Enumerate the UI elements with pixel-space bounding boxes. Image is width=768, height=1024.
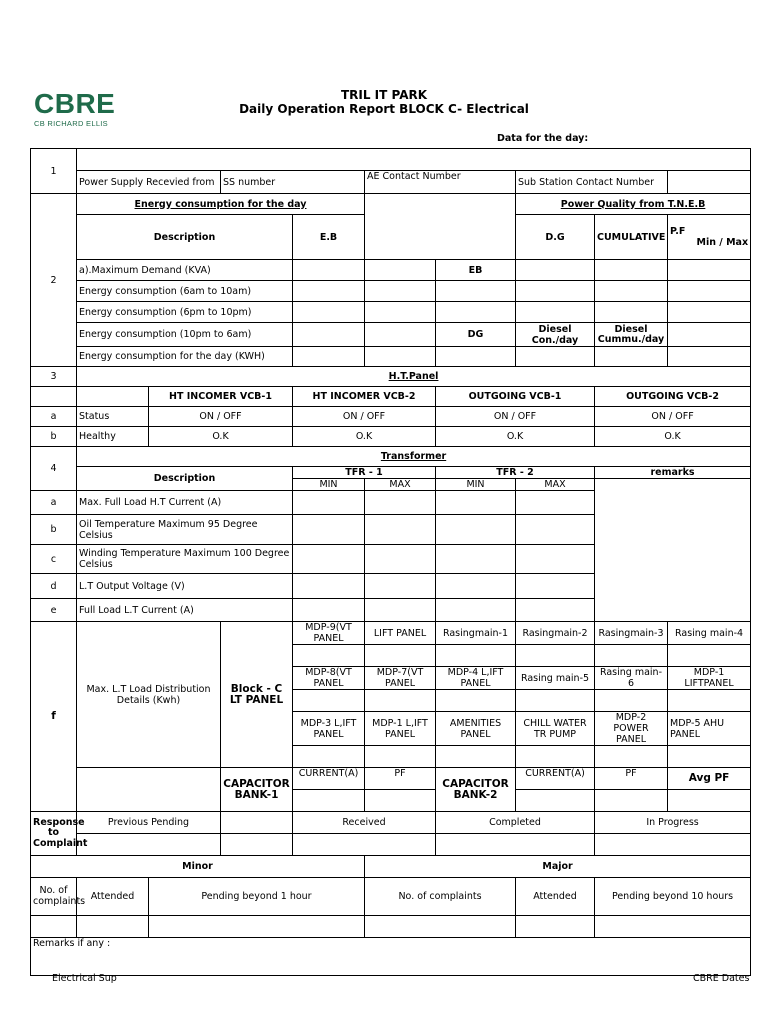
voltage-value[interactable] (668, 281, 751, 302)
panel-label: LIFT PANEL (365, 622, 436, 645)
panel-value[interactable] (436, 645, 516, 667)
tfr2-min-value[interactable] (436, 545, 516, 574)
cumulative-eb-label: EB (436, 260, 516, 281)
cumulative-dg-label: DG (436, 323, 516, 347)
panel-value[interactable] (365, 690, 436, 712)
voltage-value[interactable] (668, 347, 751, 367)
transformer-row-label: Winding Temperature Maximum 100 Degree Celsius (77, 545, 293, 574)
row-letter: a (31, 407, 77, 427)
row-letter: c (31, 545, 77, 574)
power-supply-label: Power Supply Recevied from (77, 171, 221, 194)
footer-cbre: CBRE Dates (693, 973, 750, 984)
report-title: TRIL IT PARK (340, 88, 428, 102)
blank-cell (77, 768, 221, 812)
healthy-label: Healthy (77, 427, 149, 447)
diesel-con-value[interactable] (516, 347, 595, 367)
tfr2-max-value[interactable] (516, 599, 595, 622)
eb-header: E.B (293, 215, 365, 260)
panel-value[interactable] (365, 645, 436, 667)
tfr1-max-value[interactable] (365, 515, 436, 545)
panel-value[interactable] (595, 690, 668, 712)
tfr2-min-value[interactable] (436, 515, 516, 545)
voltage-value[interactable] (668, 323, 751, 347)
panel-label: Rasing main-5 (516, 667, 595, 690)
tfr2-max-value[interactable] (516, 491, 595, 515)
energy-row-label: Energy consumption for the day (KWH) (77, 347, 293, 367)
tfr2-max-value[interactable] (516, 574, 595, 599)
row-letter: b (31, 515, 77, 545)
pf-value[interactable] (516, 260, 595, 281)
substation-contact-value[interactable] (668, 171, 751, 194)
tfr2-max-header: MAX (516, 479, 595, 491)
description-header: Description (77, 215, 293, 260)
pf-header: P.F Min / Max (668, 215, 751, 260)
panel-value[interactable] (436, 690, 516, 712)
panel-label: Rasingmain-2 (516, 622, 595, 645)
no-of-complaints-value[interactable] (31, 916, 77, 938)
pf-value[interactable] (595, 790, 668, 812)
status-toggle[interactable]: ON / OFF (595, 407, 751, 427)
remarks-header: remarks (595, 467, 751, 479)
panel-value[interactable] (293, 746, 365, 768)
previous-pending-header: Previous Pending (77, 812, 221, 834)
cumulative-value[interactable] (436, 281, 516, 302)
attended-major-value[interactable] (516, 916, 595, 938)
current-header: CURRENT(A) (516, 768, 595, 790)
energy-consumption-title: Energy consumption for the day (77, 194, 365, 215)
diesel-cummu-label: Diesel Cummu./day (595, 323, 668, 347)
status-label: Status (77, 407, 149, 427)
pf-header: PF (365, 768, 436, 790)
previous-pending-value[interactable] (77, 834, 221, 856)
status-toggle[interactable]: ON / OFF (149, 407, 293, 427)
section-number: 3 (31, 367, 77, 387)
block-c-lt-panel-label: Block - C LT PANEL (221, 622, 293, 768)
blank-cell[interactable] (77, 149, 751, 171)
pending-1-hour-value[interactable] (149, 916, 365, 938)
healthy-value: O.K (436, 427, 595, 447)
section-number: 2 (31, 194, 77, 367)
panel-label: Rasing main-4 (668, 622, 751, 645)
tfr1-max-value[interactable] (365, 491, 436, 515)
avg-pf-header: Avg PF (668, 768, 751, 790)
diesel-con-label: Diesel Con./day (516, 323, 595, 347)
dg-value[interactable] (365, 281, 436, 302)
ht-panel-title: H.T.Panel (77, 367, 751, 387)
eb-value[interactable] (293, 323, 365, 347)
logo-mark: CBRE (34, 88, 116, 119)
row-letter: b (31, 427, 77, 447)
tfr2-min-value[interactable] (436, 491, 516, 515)
transformer-row-label: Full Load L.T Current (A) (77, 599, 293, 622)
panel-label: AMENITIES PANEL (436, 712, 516, 746)
footer-electrical-sup: Electrical Sup (52, 973, 117, 984)
completed-value[interactable] (436, 834, 595, 856)
panel-label: MDP-9(VT PANEL (293, 622, 365, 645)
panel-value[interactable] (668, 690, 751, 712)
data-for-day-label: Data for the day: (497, 133, 589, 144)
power-quality-title: Power Quality from T.N.E.B (516, 194, 751, 215)
tfr2-header: TFR - 2 (436, 467, 595, 479)
tfr1-min-header: MIN (293, 479, 365, 491)
healthy-value: O.K (149, 427, 293, 447)
panel-value[interactable] (293, 690, 365, 712)
attended-major-header: Attended (516, 878, 595, 916)
outgoing-vcb1-header: OUTGOING VCB-1 (436, 387, 595, 407)
in-progress-header: In Progress (595, 812, 751, 834)
received-value[interactable] (293, 834, 436, 856)
panel-value[interactable] (516, 645, 595, 667)
daily-operation-report-table (30, 148, 751, 976)
row-letter: a (31, 491, 77, 515)
blank-cell (31, 387, 77, 407)
tfr1-header: TFR - 1 (293, 467, 436, 479)
dg-value[interactable] (365, 260, 436, 281)
tfr1-min-value[interactable] (293, 599, 365, 622)
minor-header: Minor (31, 856, 365, 878)
tfr1-min-value[interactable] (293, 491, 365, 515)
tfr1-min-value[interactable] (293, 574, 365, 599)
eb-value[interactable] (293, 260, 365, 281)
panel-label: Rasingmain-1 (436, 622, 516, 645)
cumulative-header: CUMULATIVE (595, 215, 668, 260)
panel-label: MDP-8(VT PANEL (293, 667, 365, 690)
major-header: Major (365, 856, 751, 878)
status-toggle[interactable]: ON / OFF (436, 407, 595, 427)
pf-value[interactable] (516, 302, 595, 323)
panel-value[interactable] (668, 746, 751, 768)
avg-pf-value[interactable] (668, 790, 751, 812)
eb-value[interactable] (293, 347, 365, 367)
capacitor-bank2-label: CAPACITOR BANK-2 (436, 768, 516, 812)
ss-number-label: SS number (221, 171, 365, 194)
frequency-value[interactable] (595, 302, 668, 323)
tfr1-max-value[interactable] (365, 599, 436, 622)
cumulative-value[interactable] (436, 302, 516, 323)
tfr2-min-value[interactable] (436, 574, 516, 599)
lt-load-distribution-label: Max. L.T Load Distribution Details (Kwh) (77, 622, 221, 768)
panel-value[interactable] (293, 645, 365, 667)
frequency-value[interactable] (595, 281, 668, 302)
row-letter: d (31, 574, 77, 599)
attended-value[interactable] (77, 916, 149, 938)
voltage-value[interactable] (668, 260, 751, 281)
pf-header: PF (595, 768, 668, 790)
pf-value[interactable] (516, 281, 595, 302)
eb-value[interactable] (293, 302, 365, 323)
no-of-complaints-header: No. of complaints (31, 878, 77, 916)
report-subtitle: Daily Operation Report BLOCK C- Electrical (239, 102, 529, 116)
in-progress-value[interactable] (595, 834, 751, 856)
voltage-value[interactable] (668, 302, 751, 323)
cumulative-value[interactable] (436, 347, 516, 367)
panel-value[interactable] (516, 690, 595, 712)
ht-incomer-vcb1-header: HT INCOMER VCB-1 (149, 387, 293, 407)
panel-label: MDP-1 LIFTPANEL (668, 667, 751, 690)
dg-header: D.G (516, 215, 595, 260)
description-header: Description (77, 467, 293, 491)
panel-label: MDP-2 POWER PANEL (595, 712, 668, 746)
dg-value[interactable] (365, 323, 436, 347)
tfr2-max-value[interactable] (516, 515, 595, 545)
attended-header: Attended (77, 878, 149, 916)
section-number: 1 (31, 149, 77, 194)
tfr1-min-value[interactable] (293, 545, 365, 574)
ht-incomer-vcb2-header: HT INCOMER VCB-2 (293, 387, 436, 407)
no-of-complaints-major-header: No. of complaints (365, 878, 516, 916)
capacitor-bank1-label: CAPACITOR BANK-1 (221, 768, 293, 812)
row-letter: f (31, 622, 77, 812)
panel-label: MDP-4 L,IFT PANEL (436, 667, 516, 690)
ae-contact-label: AE Contact Number (365, 171, 516, 194)
panel-label: MDP-7(VT PANEL (365, 667, 436, 690)
tfr2-max-value[interactable] (516, 545, 595, 574)
panel-label: MDP-5 AHU PANEL (668, 712, 751, 746)
outgoing-vcb2-header: OUTGOING VCB-2 (595, 387, 751, 407)
tfr1-min-value[interactable] (293, 515, 365, 545)
section-number: 4 (31, 447, 77, 491)
panel-label: MDP-3 L,IFT PANEL (293, 712, 365, 746)
current-header: CURRENT(A) (293, 768, 365, 790)
current-value[interactable] (516, 790, 595, 812)
completed-header: Completed (436, 812, 595, 834)
tfr1-max-value[interactable] (365, 545, 436, 574)
remarks-field[interactable]: Remarks if any : (31, 938, 751, 976)
panel-value[interactable] (668, 645, 751, 667)
transformer-title: Transformer (77, 447, 751, 467)
panel-label: CHILL WATER TR PUMP (516, 712, 595, 746)
panel-value[interactable] (595, 645, 668, 667)
eb-value[interactable] (293, 281, 365, 302)
diesel-cummu-value[interactable] (595, 347, 668, 367)
tfr1-max-header: MAX (365, 479, 436, 491)
transformer-row-label: L.T Output Voltage (V) (77, 574, 293, 599)
panel-value[interactable] (516, 746, 595, 768)
dg-value[interactable] (365, 302, 436, 323)
pf-value[interactable] (365, 790, 436, 812)
status-toggle[interactable]: ON / OFF (293, 407, 436, 427)
dg-value[interactable] (365, 347, 436, 367)
energy-row-label: Energy consumption (6am to 10am) (77, 281, 293, 302)
panel-label: Rasing main-6 (595, 667, 668, 690)
response-to-complaint-label: Response to Complaint (31, 812, 77, 856)
tfr2-min-value[interactable] (436, 599, 516, 622)
blank-cell (77, 387, 149, 407)
pending-10-hours-value[interactable] (595, 916, 751, 938)
frequency-value[interactable] (595, 260, 668, 281)
transformer-row-label: Max. Full Load H.T Current (A) (77, 491, 293, 515)
no-of-complaints-major-value[interactable] (365, 916, 516, 938)
energy-row-label: a).Maximum Demand (KVA) (77, 260, 293, 281)
panel-value[interactable] (595, 746, 668, 768)
tfr1-max-value[interactable] (365, 574, 436, 599)
current-value[interactable] (293, 790, 365, 812)
transformer-row-label: Oil Temperature Maximum 95 Degree Celsius (77, 515, 293, 545)
panel-label: Rasingmain-3 (595, 622, 668, 645)
received-header: Received (293, 812, 436, 834)
energy-row-label: Energy consumption (10pm to 6am) (77, 323, 293, 347)
pending-1-hour-header: Pending beyond 1 hour (149, 878, 365, 916)
tfr2-min-header: MIN (436, 479, 516, 491)
row-letter: e (31, 599, 77, 622)
healthy-value: O.K (293, 427, 436, 447)
panel-value[interactable] (365, 746, 436, 768)
remarks-cell[interactable] (595, 479, 751, 622)
energy-row-label: Energy consumption (6pm to 10pm) (77, 302, 293, 323)
panel-label: MDP-1 L,IFT PANEL (365, 712, 436, 746)
blank-cell[interactable] (365, 194, 516, 260)
panel-value[interactable] (436, 746, 516, 768)
healthy-value: O.K (595, 427, 751, 447)
blank-cell (221, 812, 293, 834)
substation-contact-label: Sub Station Contact Number (516, 171, 668, 194)
blank-cell[interactable] (221, 834, 293, 856)
logo-subtitle: CB RICHARD ELLIS (34, 119, 108, 128)
pending-10-hours-header: Pending beyond 10 hours (595, 878, 751, 916)
